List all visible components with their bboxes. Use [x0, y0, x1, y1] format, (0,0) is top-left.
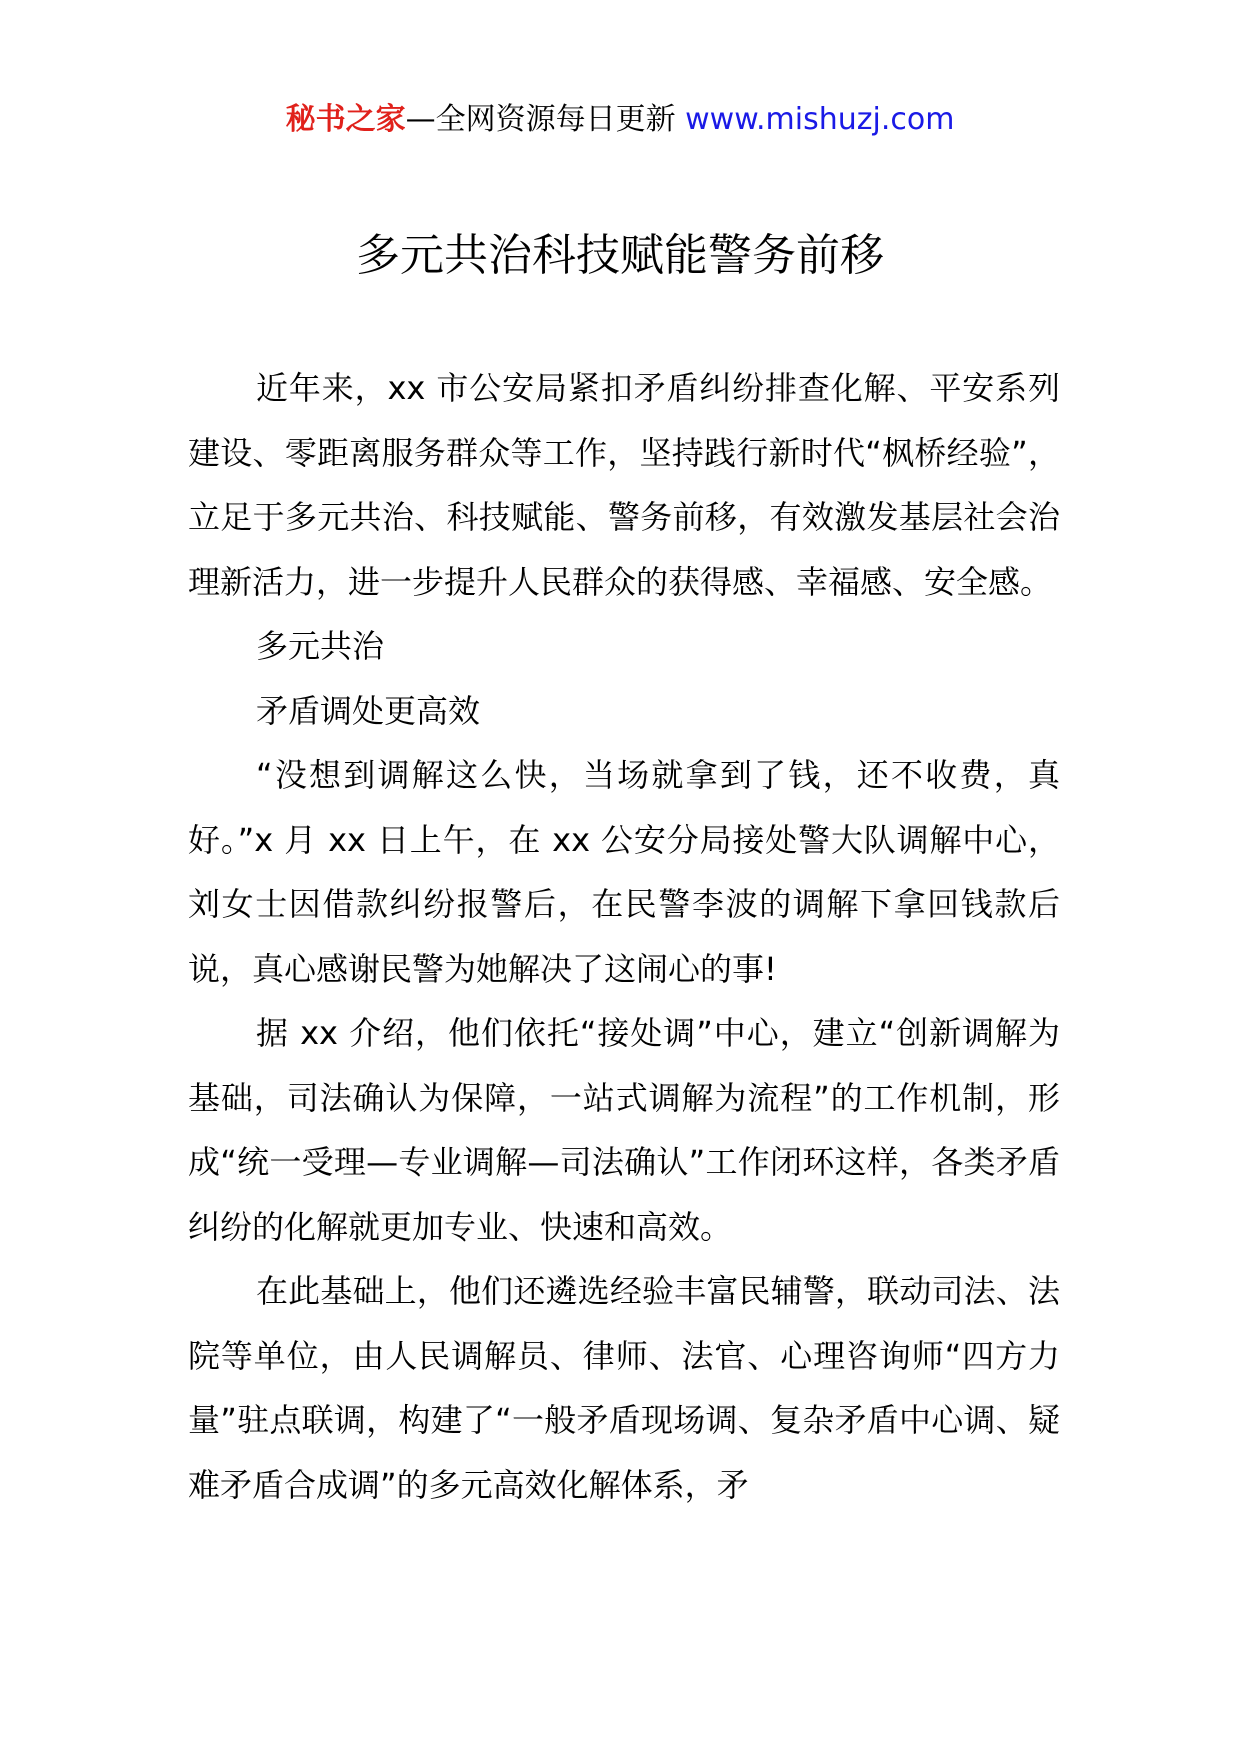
site-url-link[interactable]: www.mishuzj.com: [685, 102, 955, 137]
site-header: [0, 100, 1240, 140]
paragraph-quote: “没想到调解这么快，当场就拿到了钱，还不收费，真好。”x 月 xx 日上午，在 xx 公安分局接处警大队调解中心，刘女士因借款纠纷报警后，在民警李波的调解下拿回钱款后说，真心感谢民警为她解决了这闹心的事!: [188, 756, 1060, 988]
document-title: 多元共治科技赋能警务前移: [356, 230, 884, 281]
paragraph-system: 在此基础上，他们还遴选经验丰富民辅警，联动司法、法院等单位，由人民调解员、律师、法官、心理咨询师“四方力量”驻点联调，构建了“一般矛盾现场调、复杂矛盾中心调、疑难矛盾合成调”的多元高效化解体系，矛: [188, 1272, 1060, 1504]
section-subheading: 矛盾调处更高效: [256, 691, 481, 730]
brand-name: 秘书之家: [285, 102, 406, 137]
paragraph-mechanism: 据 xx 介绍，他们依托“接处调”中心，建立“创新调解为基础，司法确认为保障，一站式调解为流程”的工作机制，形成“统一受理—专业调解—司法确认”工作闭环这样，各类矛盾纠纷的化解就更加专业、快速和高效。: [188, 1014, 1060, 1246]
header-slogan: —全网资源每日更新: [405, 102, 686, 137]
document-body: [188, 356, 1060, 1517]
section-heading: 多元共治: [256, 627, 385, 665]
paragraph-intro: 近年来，xx 市公安局紧扣矛盾纠纷排查化解、平安系列建设、零距离服务群众等工作，坚持践行新时代“枫桥经验”，立足于多元共治、科技赋能、警务前移，有效激发基层社会治理新活力，进一步提升人民群众的获得感、幸福感、安全感。: [188, 369, 1060, 601]
